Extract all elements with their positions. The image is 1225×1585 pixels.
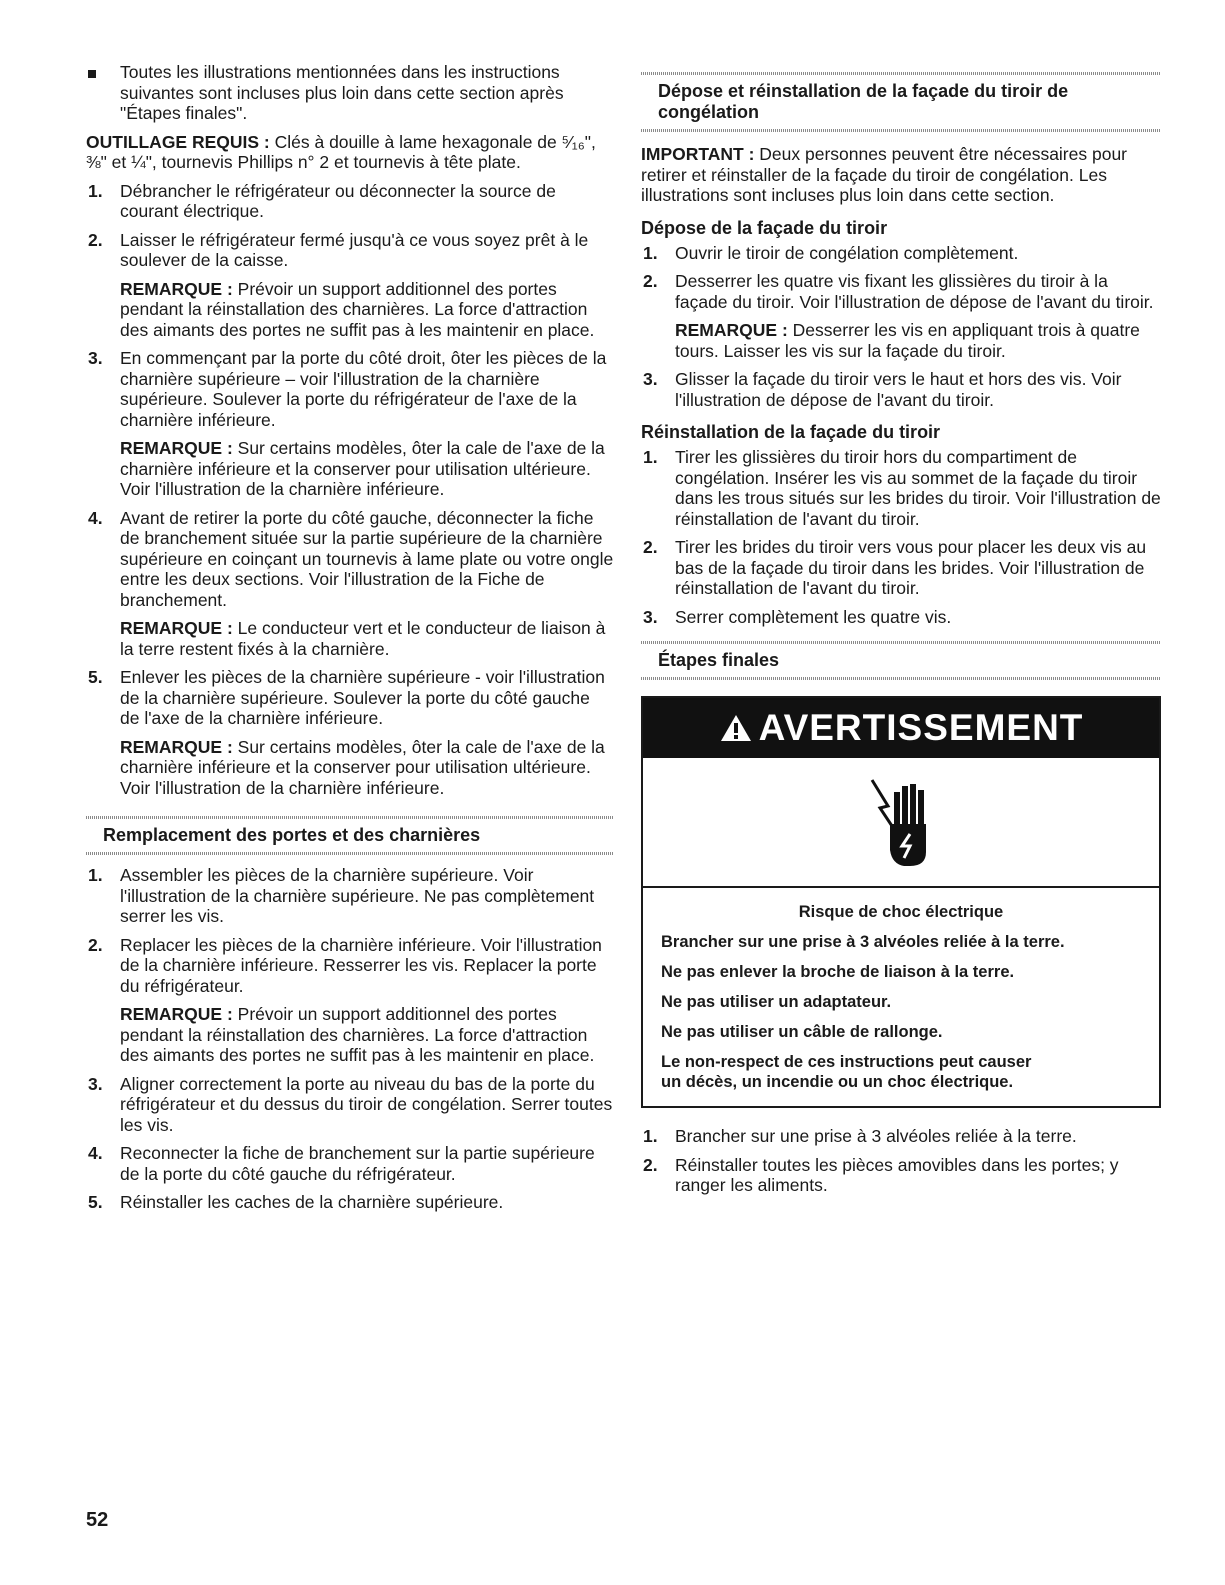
- tools-text: Clés à douille à lame hexagonale de ⁵⁄₁₆", ⅜" et ¼", tournevis Phillips n° 2 et tournevis à tête plate.: [86, 131, 596, 172]
- step-text: Réinstaller toutes les pièces amovibles dans les portes; y ranger les aliments.: [675, 1154, 1119, 1195]
- section-divider: [641, 677, 1161, 680]
- note-label: REMARQUE :: [120, 438, 233, 458]
- step-text: Laisser le réfrigérateur fermé jusqu'à ce vous soyez prêt à le soulever de la caisse.: [120, 229, 589, 270]
- step-number: 2.: [643, 271, 658, 291]
- list-item: [641, 607, 1161, 628]
- step-number: 1.: [88, 180, 103, 201]
- list-item: [641, 1126, 1161, 1147]
- list-item: [86, 1143, 614, 1184]
- step-text: Aligner correctement la porte au niveau du bas de la porte du réfrigérateur et du dessus du tiroir de congélation. Serrer toutes les vis.: [120, 1073, 613, 1135]
- bullet-square-icon: [88, 70, 96, 78]
- step-number: 1.: [643, 242, 658, 263]
- warning-body: [643, 888, 1159, 1106]
- warning-triangle-icon: [719, 713, 753, 743]
- note-label: REMARQUE :: [675, 320, 788, 340]
- tools-label: OUTILLAGE REQUIS :: [86, 131, 270, 152]
- step-number: 2.: [643, 1154, 658, 1175]
- final-section: [641, 641, 1161, 680]
- warning-line: Ne pas enlever la broche de liaison à la terre.: [661, 963, 1015, 981]
- step-number: 3.: [88, 348, 103, 368]
- step-text: Desserrer les quatre vis fixant les glissières du tiroir à la façade du tiroir. Voir l'illustration de dépose de l'avant du tiroir.: [675, 271, 1154, 312]
- note: [86, 618, 614, 659]
- step-number: 2.: [88, 229, 103, 250]
- list-item: [641, 369, 1161, 410]
- note-label: REMARQUE :: [120, 1004, 233, 1024]
- step-text: Tirer les brides du tiroir vers vous pour placer les deux vis au bas de la façade du tiroir dans les brides. Voir l'illustration de réinstallation de l'avant du tiroir.: [675, 537, 1147, 598]
- note-text: Prévoir un support additionnel des portes pendant la réinstallation des charnières. La force d'attraction des aimants des portes ne suffit pas à les maintenir en place.: [120, 278, 595, 340]
- note-label: REMARQUE :: [120, 618, 233, 638]
- list-item: [641, 243, 1161, 264]
- step-text: Assembler les pièces de la charnière supérieure. Voir l'illustration de la charnière supérieure. Ne pas complètement serrer les vis.: [120, 865, 595, 926]
- step-text: En commençant par la porte du côté droit, ôter les pièces de la charnière supérieure – voir l'illustration de la charnière supérieure. Soulever la porte du réfrigérateur de l'axe de la charnière inférieure.: [120, 348, 607, 430]
- subsection-heading: Réinstallation de la façade du tiroir: [641, 422, 941, 442]
- step-text: Reconnecter la fiche de branchement sur la partie supérieure de la porte du côté gauche du réfrigérateur.: [120, 1143, 595, 1184]
- section-heading: Dépose et réinstallation de la façade du tiroir de congélation: [658, 81, 1069, 122]
- list-item: [641, 271, 1161, 312]
- warning-line: Brancher sur une prise à 3 alvéoles reliée à la terre.: [661, 933, 1065, 951]
- page-number: 52: [86, 1509, 109, 1531]
- warning-line: Le non-respect de ces instructions peut causer un décès, un incendie ou un choc électrique.: [661, 1053, 1032, 1091]
- important-notice: [641, 144, 1161, 206]
- step-text: Ouvrir le tiroir de congélation complètement.: [675, 242, 1019, 263]
- step-number: 5.: [88, 667, 103, 687]
- warning-line: Ne pas utiliser un adaptateur.: [661, 993, 892, 1011]
- important-label: IMPORTANT :: [641, 144, 755, 164]
- important-text: Deux personnes peuvent être nécessaires pour retirer et réinstaller de la façade du tiroir de congélation. Les illustrations sont incluses plus loin dans cette section.: [641, 144, 1128, 205]
- list-item: [86, 1192, 614, 1213]
- removal-steps-list: [86, 181, 614, 799]
- note-label: REMARQUE :: [120, 278, 233, 299]
- left-column: [86, 62, 614, 1221]
- step-number: 3.: [88, 1073, 103, 1094]
- step-text: Enlever les pièces de la charnière supérieure - voir l'illustration de la charnière supérieure. Soulever la porte du côté gauche de l'axe de la charnière inférieure.: [120, 667, 605, 728]
- list-item: [86, 865, 614, 927]
- warning-box: [641, 696, 1161, 1108]
- note: [86, 438, 614, 500]
- warning-title: AVERTISSEMENT: [758, 707, 1084, 748]
- warning-line: Ne pas utiliser un câble de rallonge.: [661, 1023, 943, 1041]
- step-text: Replacer les pièces de la charnière inférieure. Voir l'illustration de la charnière inférieure. Resserrer les vis. Replacer la porte du réfrigérateur.: [120, 934, 602, 996]
- step-text: Débrancher le réfrigérateur ou déconnecter la source de courant électrique.: [120, 180, 556, 221]
- section-heading: Remplacement des portes et des charnières: [103, 825, 481, 845]
- list-item: [86, 348, 614, 430]
- step-text: Réinstaller les caches de la charnière supérieure.: [120, 1192, 504, 1212]
- step-number: 2.: [643, 537, 658, 557]
- list-item: [86, 230, 614, 271]
- note-label: REMARQUE :: [120, 736, 233, 757]
- tools-required: [86, 132, 614, 173]
- step-number: 3.: [643, 369, 658, 389]
- step-number: 4.: [88, 507, 103, 528]
- note: [86, 279, 614, 341]
- note: [641, 320, 1161, 361]
- warning-risk: Risque de choc électrique: [798, 903, 1004, 921]
- final-steps-list: [641, 1126, 1161, 1196]
- list-item: [641, 447, 1161, 529]
- electric-shock-hand-icon: [866, 772, 936, 872]
- note-text: Sur certains modèles, ôter la cale de l'axe de la charnière inférieure et la conserver pour utilisation ultérieure. Voir l'illustration de la charnière inférieure.: [120, 736, 605, 798]
- warning-icon-panel: [643, 758, 1159, 888]
- note-text: Le conducteur vert et le conducteur de liaison à la terre restent fixés à la charnière.: [120, 618, 606, 659]
- section-divider: [86, 852, 614, 855]
- note: [86, 1004, 614, 1066]
- note-text: Prévoir un support additionnel des portes pendant la réinstallation des charnières. La force d'attraction des aimants des portes ne suffit pas à les maintenir en place.: [120, 1004, 595, 1065]
- step-text: Brancher sur une prise à 3 alvéoles reliée à la terre.: [675, 1126, 1077, 1146]
- list-item: [86, 935, 614, 997]
- list-item: [641, 537, 1161, 599]
- list-item: [86, 667, 614, 729]
- step-number: 2.: [88, 934, 103, 955]
- section-divider: [641, 129, 1161, 132]
- note: [86, 737, 614, 799]
- replace-section: [86, 816, 614, 1213]
- step-number: 4.: [88, 1143, 103, 1163]
- list-item: [641, 1155, 1161, 1196]
- step-text: Avant de retirer la porte du côté gauche, déconnecter la fiche de branchement située sur la partie supérieure de la charnière supérieure en coinçant un tournevis à lame plate ou votre ongle entre les deux sections. Voir l'illustration de la Fiche de branchement.: [120, 507, 614, 610]
- step-number: 1.: [643, 1126, 658, 1146]
- step-number: 3.: [643, 606, 658, 627]
- list-item: [86, 181, 614, 222]
- step-number: 1.: [88, 865, 103, 885]
- warning-header: [643, 698, 1159, 758]
- step-text: Serrer complètement les quatre vis.: [675, 606, 952, 627]
- list-item: [86, 508, 614, 611]
- step-number: 5.: [88, 1192, 103, 1212]
- section-heading: Étapes finales: [658, 650, 780, 670]
- intro-bullet-text: Toutes les illustrations mentionnées dans les instructions suivantes sont incluses plus loin dans cette section après "Étapes finales".: [120, 62, 564, 123]
- note-text: Sur certains modèles, ôter la cale de l'axe de la charnière inférieure et la conserver pour utilisation ultérieure. Voir l'illustration de la charnière inférieure.: [120, 438, 605, 499]
- subsection-heading: Dépose de la façade du tiroir: [641, 217, 888, 238]
- step-text: Tirer les glissières du tiroir hors du compartiment de congélation. Insérer les vis au sommet de la façade du tiroir dans les trous situés sur les brides du tiroir. Voir l'illustration de réinstallation de l'avant du tiroir.: [675, 447, 1161, 529]
- list-item: [86, 1074, 614, 1136]
- step-number: 1.: [643, 447, 658, 467]
- note-text: Desserrer les vis en appliquant trois à quatre tours. Laisser les vis sur la façade du tiroir.: [675, 320, 1140, 361]
- step-text: Glisser la façade du tiroir vers le haut et hors des vis. Voir l'illustration de dépose de l'avant du tiroir.: [675, 369, 1122, 410]
- intro-bullet: [86, 62, 614, 124]
- right-column: [641, 72, 1161, 1204]
